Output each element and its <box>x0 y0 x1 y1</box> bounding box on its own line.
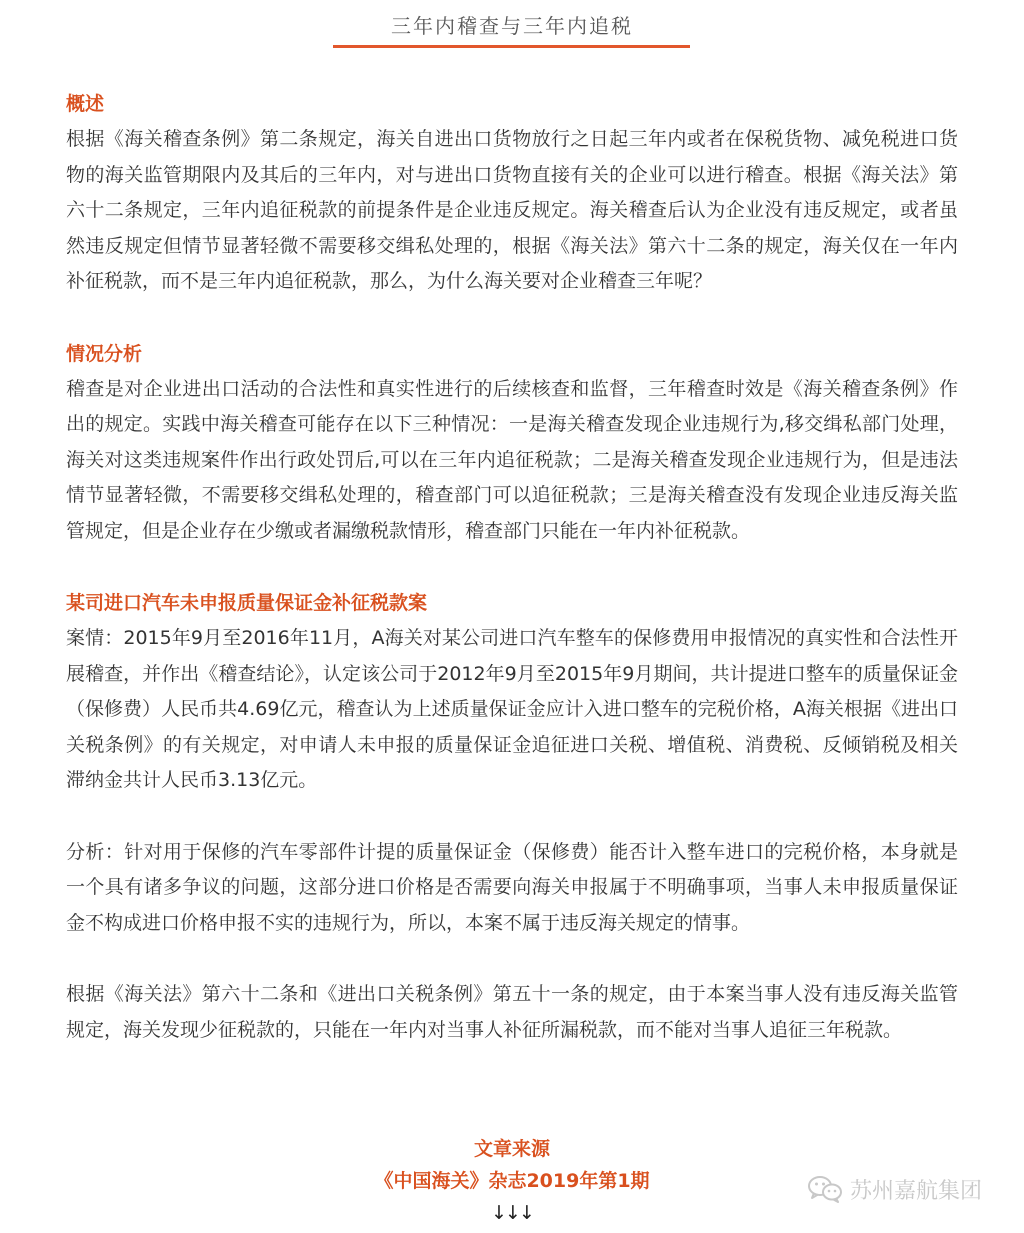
paragraph: 根据《海关稽查条例》第二条规定，海关自进出口货物放行之日起三年内或者在保税货物、减免税进口货物的海关监管期限内及其后的三年内，对与进出口货物直接有关的企业可以进行稽查。根据《海关法》第六十二条规定，三年内追征税款的前提条件是企业违反规定。海关稽查后认为企业没有违反规定，或者虽然违反规定但情节显著轻微不需要移交缉私处理的，根据《海关法》第六十二条的规定，海关仅在一年内补征税款，而不是三年内追征税款，那么，为什么海关要对企业稽查三年呢？ <box>66 128 958 292</box>
section-analysis <box>66 336 958 550</box>
watermark-text: 苏州嘉航集团 <box>850 1178 983 1204</box>
title-underline <box>333 45 690 48</box>
section-case <box>66 585 958 1048</box>
source-label: 文章来源 <box>473 1138 550 1160</box>
page-header <box>0 0 1024 56</box>
section-title-case: 某司进口汽车未申报质量保证金补征税款案 <box>66 592 428 614</box>
source-value: 《中国海关》杂志2019年第1期 <box>374 1170 650 1192</box>
section-overview <box>66 86 958 300</box>
section-title-overview: 概述 <box>66 93 105 115</box>
down-arrows: ↓↓↓ <box>491 1202 533 1224</box>
paragraph: 根据《海关法》第六十二条和《进出口关税条例》第五十一条的规定，由于本案当事人没有违反海关监管规定，海关发现少征税款的，只能在一年内对当事人补征所漏税款，而不能对当事人追征三年税款。 <box>66 983 958 1041</box>
article-body <box>66 86 958 1048</box>
paragraph: 稽查是对企业进出口活动的合法性和真实性进行的后续核查和监督，三年稽查时效是《海关稽查条例》作出的规定。实践中海关稽查可能存在以下三种情况：一是海关稽查发现企业违规行为,移交缉私部门处理，海关对这类违规案件作出行政处罚后,可以在三年内追征税款；二是海关稽查发现企业违规行为，但是违法情节显著轻微，不需要移交缉私处理的，稽查部门可以追征税款；三是海关稽查没有发现企业违反海关监管规定，但是企业存在少缴或者漏缴税款情形，稽查部门只能在一年内补征税款。 <box>66 377 958 542</box>
section-title-analysis: 情况分析 <box>66 342 143 365</box>
paragraph: 案情：2015年9月至2016年11月，A海关对某公司进口汽车整车的保修费用申报情况的真实性和合法性开展稽查，并作出《稽查结论》，认定该公司于2012年9月至2015年9月期间，共计提进口整车的质量保证金（保修费）人民币共4.69亿元，稽查认为上述质量保证金应计入进口整车的完税价格，A海关根据《进出口关税条例》的有关规定，对申请人未申报的质量保证金追征进口关税、增值税、消费税、反倾销税及相关滞纳金共计人民币3.13亿元。 <box>66 627 958 791</box>
paragraph: 分析：针对用于保修的汽车零部件计提的质量保证金（保修费）能否计入整车进口的完税价格，本身就是一个具有诸多争议的问题，这部分进口价格是否需要向海关申报属于不明确事项，当事人未申报质量保证金不构成进口价格申报不实的违规行为，所以，本案不属于违反海关规定的情事。 <box>66 840 958 934</box>
page-title: 三年内稽查与三年内追税 <box>391 14 633 38</box>
watermark <box>808 1172 982 1206</box>
wechat-icon <box>808 1175 842 1203</box>
